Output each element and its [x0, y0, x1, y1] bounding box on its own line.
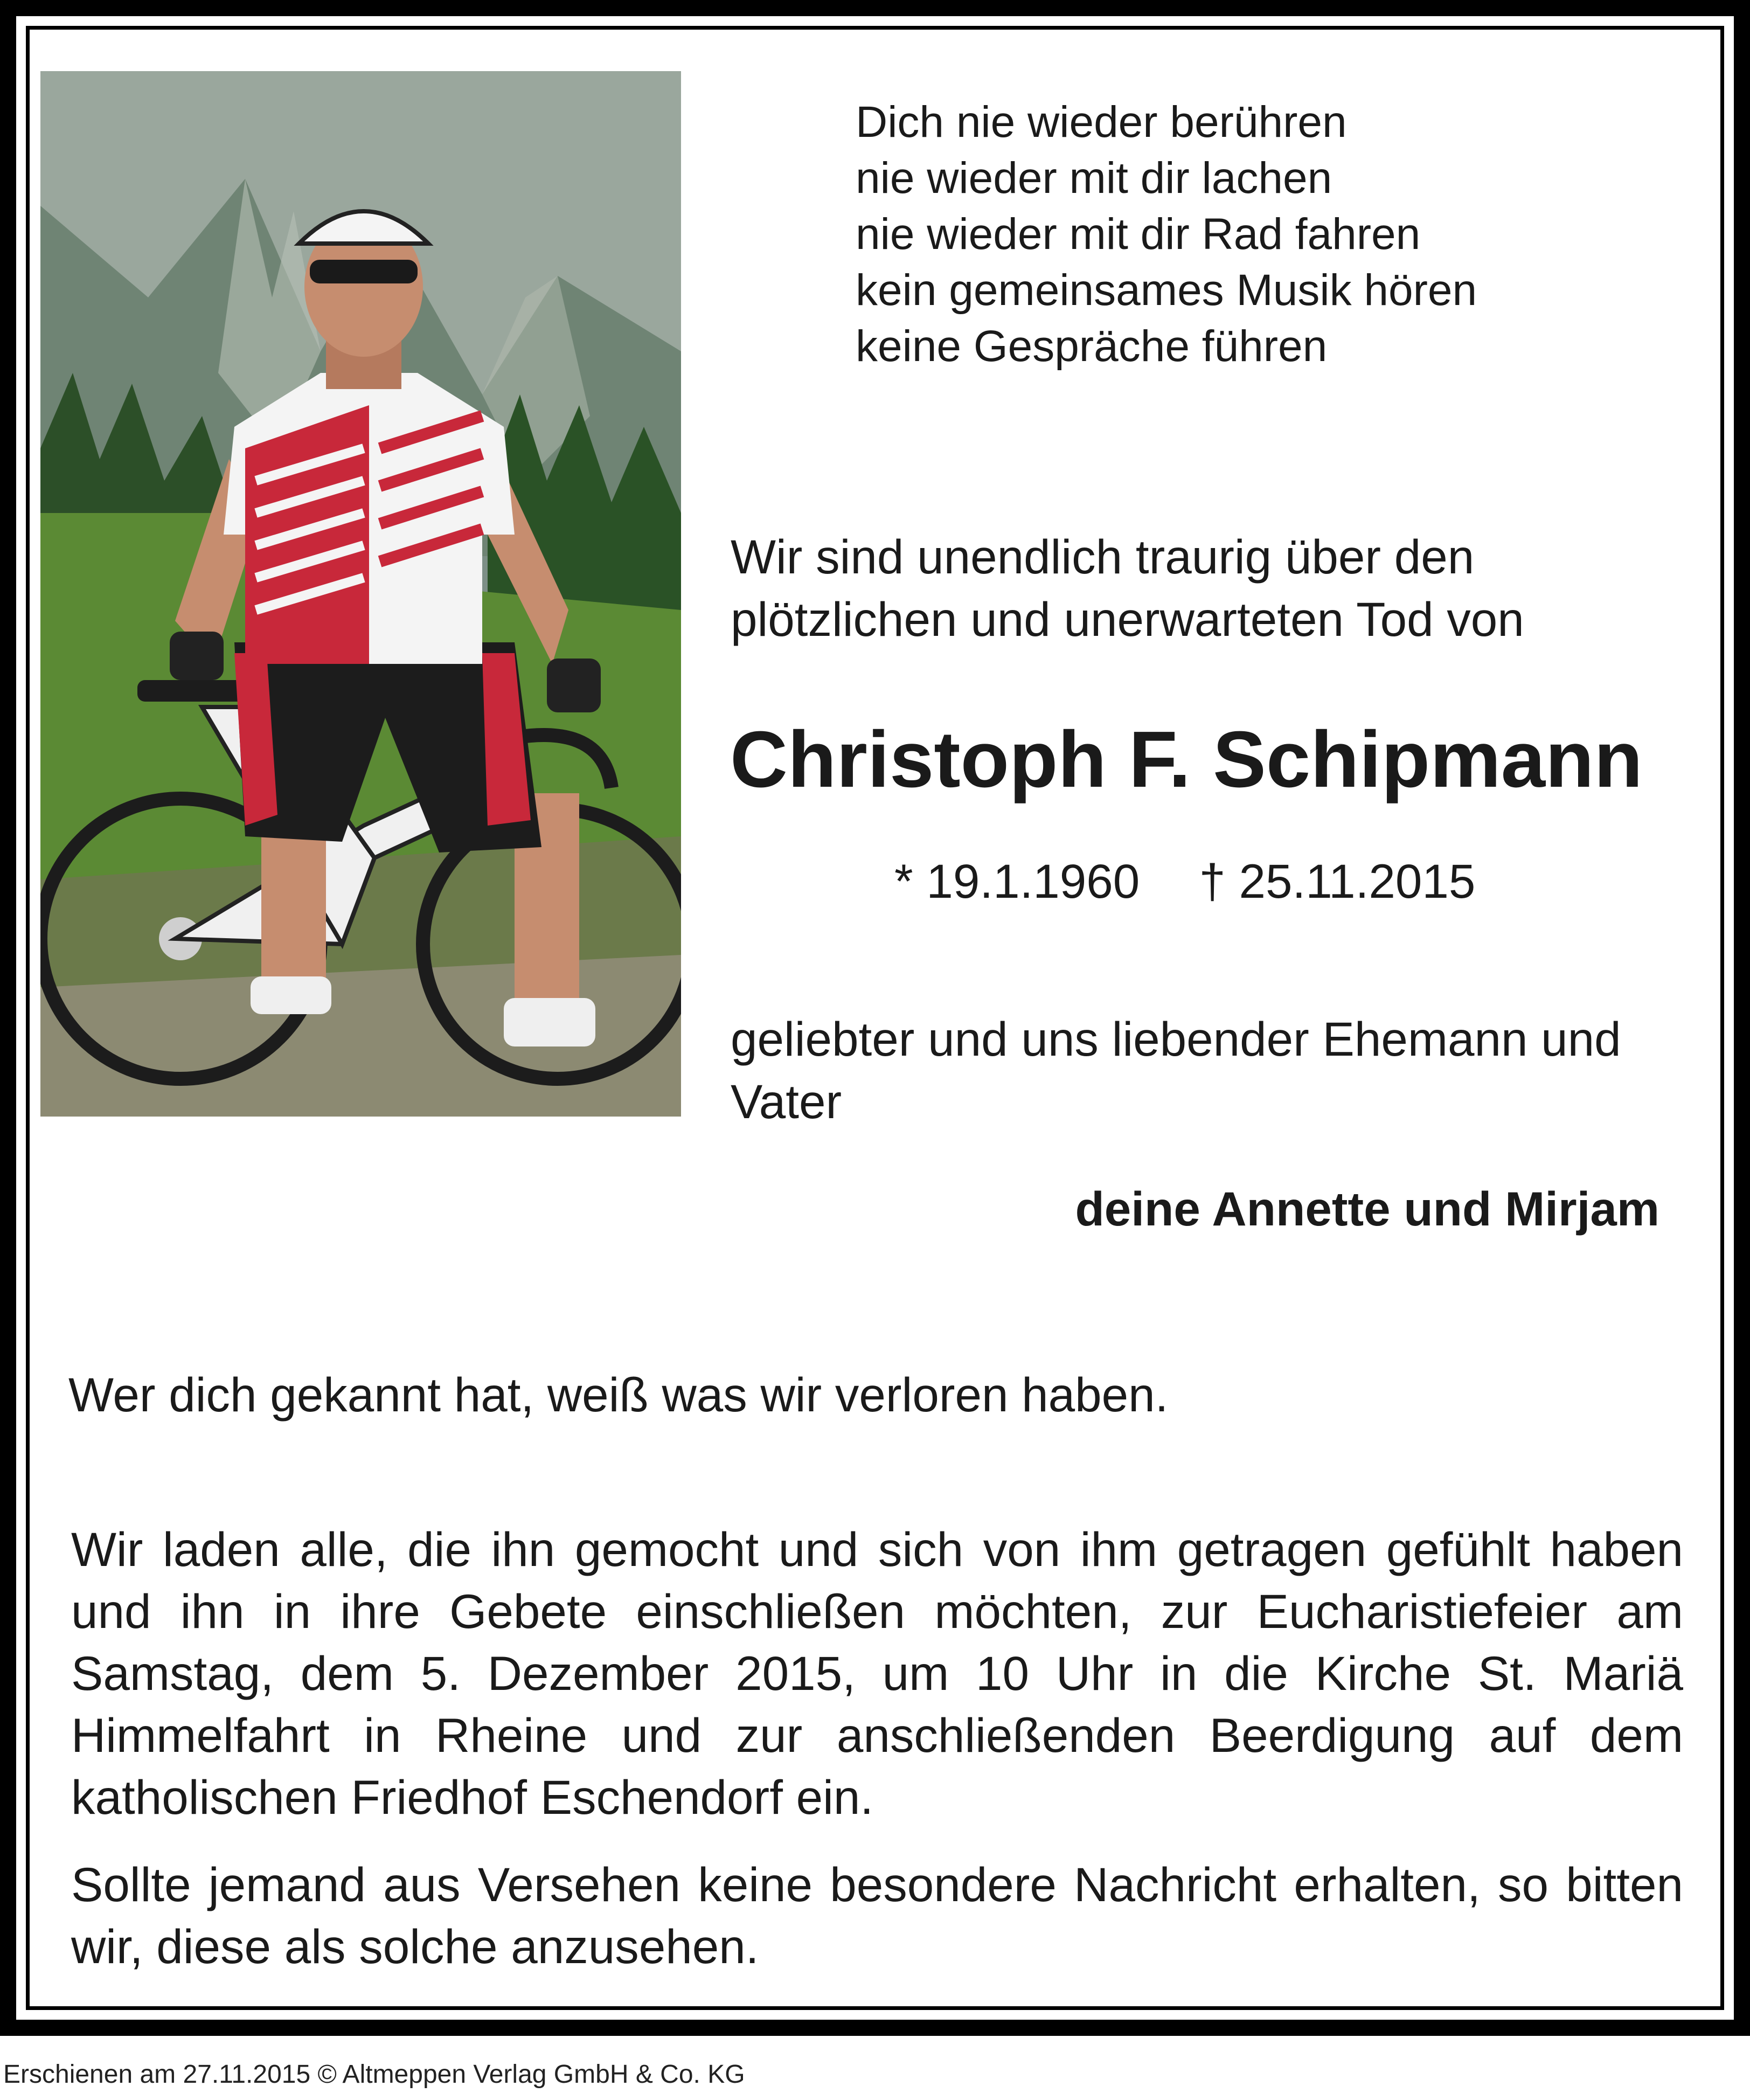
intro-line: Wir sind unendlich traurig über den — [731, 530, 1475, 584]
relation-text — [731, 1008, 1621, 1133]
poem-line: Dich nie wieder berühren — [856, 98, 1347, 147]
funeral-invitation: Wir laden alle, die ihn gemocht und sich von ihm getragen gefühlt haben und ihn in ihre Gebete einschließen möchten, zur Eucharistiefeier am Samstag, dem 5. Dezember 2015, um 10 Uhr in die Kirche St. Mariä Himmelfahrt in Rheine und zur anschließenden Beerdigung auf dem katholischen Friedhof Eschendorf ein. — [71, 1522, 1683, 1824]
publication-footer: Erschienen am 27.11.2015 © Altmeppen Verlag GmbH & Co. KG — [3, 2060, 745, 2089]
intro-text — [731, 525, 1524, 650]
family-signature: deine Annette und Mirjam — [1075, 1182, 1659, 1236]
memorial-saying: Wer dich gekannt hat, weiß was wir verloren haben. — [68, 1368, 1169, 1422]
notice-text: Sollte jemand aus Versehen keine besondere Nachricht erhalten, so bitten wir, diese als solche anzusehen. — [71, 1858, 1683, 1973]
death-date: † 25.11.2015 — [1199, 854, 1476, 908]
relation-line: Vater — [731, 1075, 842, 1128]
poem-line: keine Gespräche führen — [856, 322, 1328, 371]
relation-line: geliebter und uns liebender Ehemann und — [731, 1012, 1621, 1066]
poem-line: nie wieder mit dir Rad fahren — [856, 210, 1421, 259]
poem — [856, 94, 1477, 375]
intro-line: plötzlichen und unerwarteten Tod von — [731, 592, 1524, 646]
deceased-name: Christoph F. Schipmann — [730, 715, 1643, 804]
poem-line: nie wieder mit dir lachen — [856, 154, 1332, 203]
poem-line: kein gemeinsames Musik hören — [856, 266, 1477, 315]
life-dates — [894, 851, 1475, 911]
cyclist-photo — [40, 71, 681, 1117]
birth-date: * 19.1.1960 — [894, 854, 1140, 908]
